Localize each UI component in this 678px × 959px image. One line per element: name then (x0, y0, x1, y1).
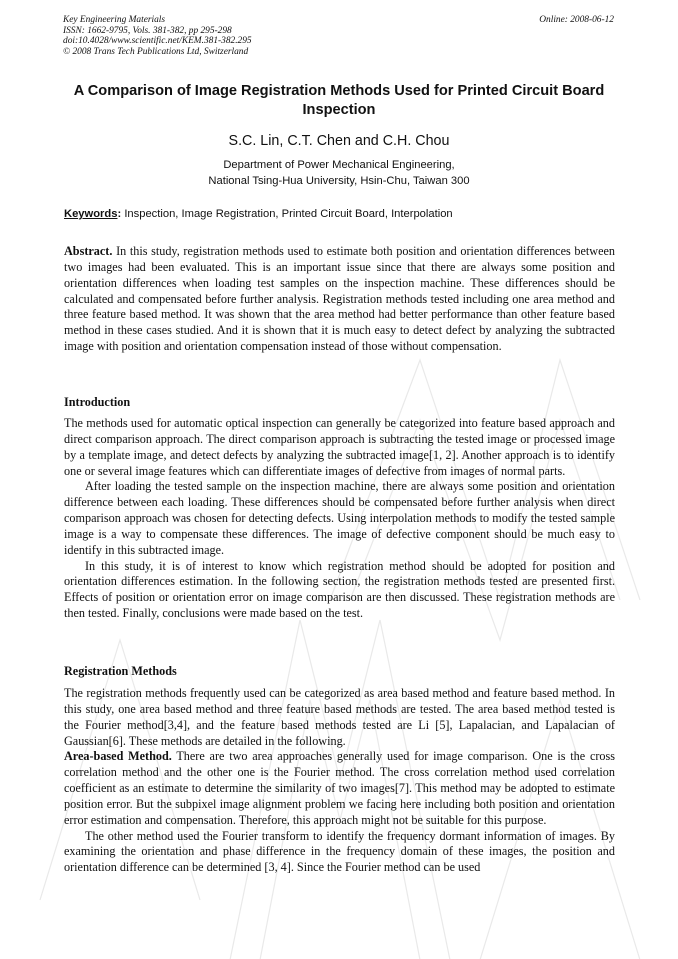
abstract-label: Abstract. (64, 244, 113, 258)
registration-paragraph-3: The other method used the Fourier transform to identify the frequency dormant information of images. By examining the orientation and phase difference in the frequency domain of these images, the position and orientation difference can be determined [3, 4]. Since the Fourier method can be used (64, 828, 615, 875)
introduction-paragraph-2: After loading the tested sample on the inspection machine, there are always some position and orientation difference between each loading. These differences should be compensated before further analysis when direct comparison approach was chosen for detecting defects. Using interpolation methods to modify the tested sample image is a way to compensate these differences. The image of defective component should be much easy to identify in this subtracted image. (64, 479, 615, 557)
affiliation (0, 158, 678, 189)
registration-paragraph-1: The registration methods frequently used can be categorized as area based method and feature based method. In this study, one area based method and three feature based methods are tested. The area based method tested is the Fourier method[3,4], and the feature based methods tested are Li [5], Lapalacian, and Lapalacian of Gaussian[6]. These methods are detailed in the following. (64, 686, 615, 748)
abstract (64, 244, 615, 355)
introduction-paragraph-1: The methods used for automatic optical inspection can generally be categorized into feature based approach and direct comparison approach. The direct comparison approach is subtracting the tested image or processed image by a template image, and detect defects by analyzing the subtracted image[1, 2]. Another approach is to identify one or several image features which can differentiate images of defective from images of normal parts. (64, 416, 615, 478)
abstract-text: In this study, registration methods used to estimate both position and orientation differences between two images had been evaluated. This is an important issue since that there are always some position and orientation differences when loading test samples on the inspection machine. These differences should be calculated and compensated before further analysis. Registration methods tested including one area method and three feature based method. It was shown that the area method had better performance than other feature based method in these cases studied. And it is shown that it is much easy to detect defect by analyzing the subtracted image with position and orientation compensation instead of those without compensation. (64, 244, 615, 354)
paper-title: A Comparison of Image Registration Methods Used for Printed Circuit Board Inspection (73, 83, 605, 118)
introduction-heading: Introduction (64, 395, 131, 409)
journal-name: Key Engineering Materials (63, 15, 166, 25)
area-based-label: Area-based Method. (64, 749, 172, 764)
issn-line: ISSN: 1662-9795, Vols. 381-382, pp 295-298 (63, 25, 232, 36)
copyright-line: © 2008 Trans Tech Publications Ltd, Switzerland (63, 46, 249, 57)
doi-line: doi:10.4028/www.scientific.net/KEM.381-382.295 (63, 36, 252, 47)
author-list: S.C. Lin, C.T. Chen and C.H. Chou (228, 133, 450, 149)
keywords: Keywords: Inspection, Image Registration, Printed Circuit Board, Interpolation (64, 208, 453, 220)
registration-paragraph-2: There are two area approaches generally used for image comparison. One is the cross correlation method and the other one is the Fourier method. The cross correlation method used correlation coefficient as an estimate to determine the similarity of two images[7]. This method may be adopted to estimate position error. But the subpixel image alignment problem we facing here including both position and orientation error estimation and compensation. Therefore, this approach might not be suitable for this purpose. (64, 749, 616, 827)
introduction-body (64, 416, 615, 622)
introduction-paragraph-3: In this study, it is of interest to know which registration method should be adopted for position and orientation differences estimation. In the following section, the registration methods tested are presented first. Effects of position or orientation error on image comparison are then discussed. These registration methods are then tested. Finally, conclusions were made based on the test. (64, 558, 615, 621)
registration-body (64, 686, 615, 876)
affiliation-line-1: Department of Power Mechanical Engineering, (223, 159, 455, 171)
affiliation-line-2: National Tsing-Hua University, Hsin-Chu, Taiwan 300 (208, 174, 470, 187)
registration-heading: Registration Methods (64, 664, 177, 678)
keywords-text: Inspection, Image Registration, Printed Circuit Board, Interpolation (124, 208, 453, 220)
journal-header (63, 15, 252, 57)
online-date: Online: 2008-06-12 (539, 15, 614, 25)
keywords-label: Keywords (64, 208, 118, 220)
